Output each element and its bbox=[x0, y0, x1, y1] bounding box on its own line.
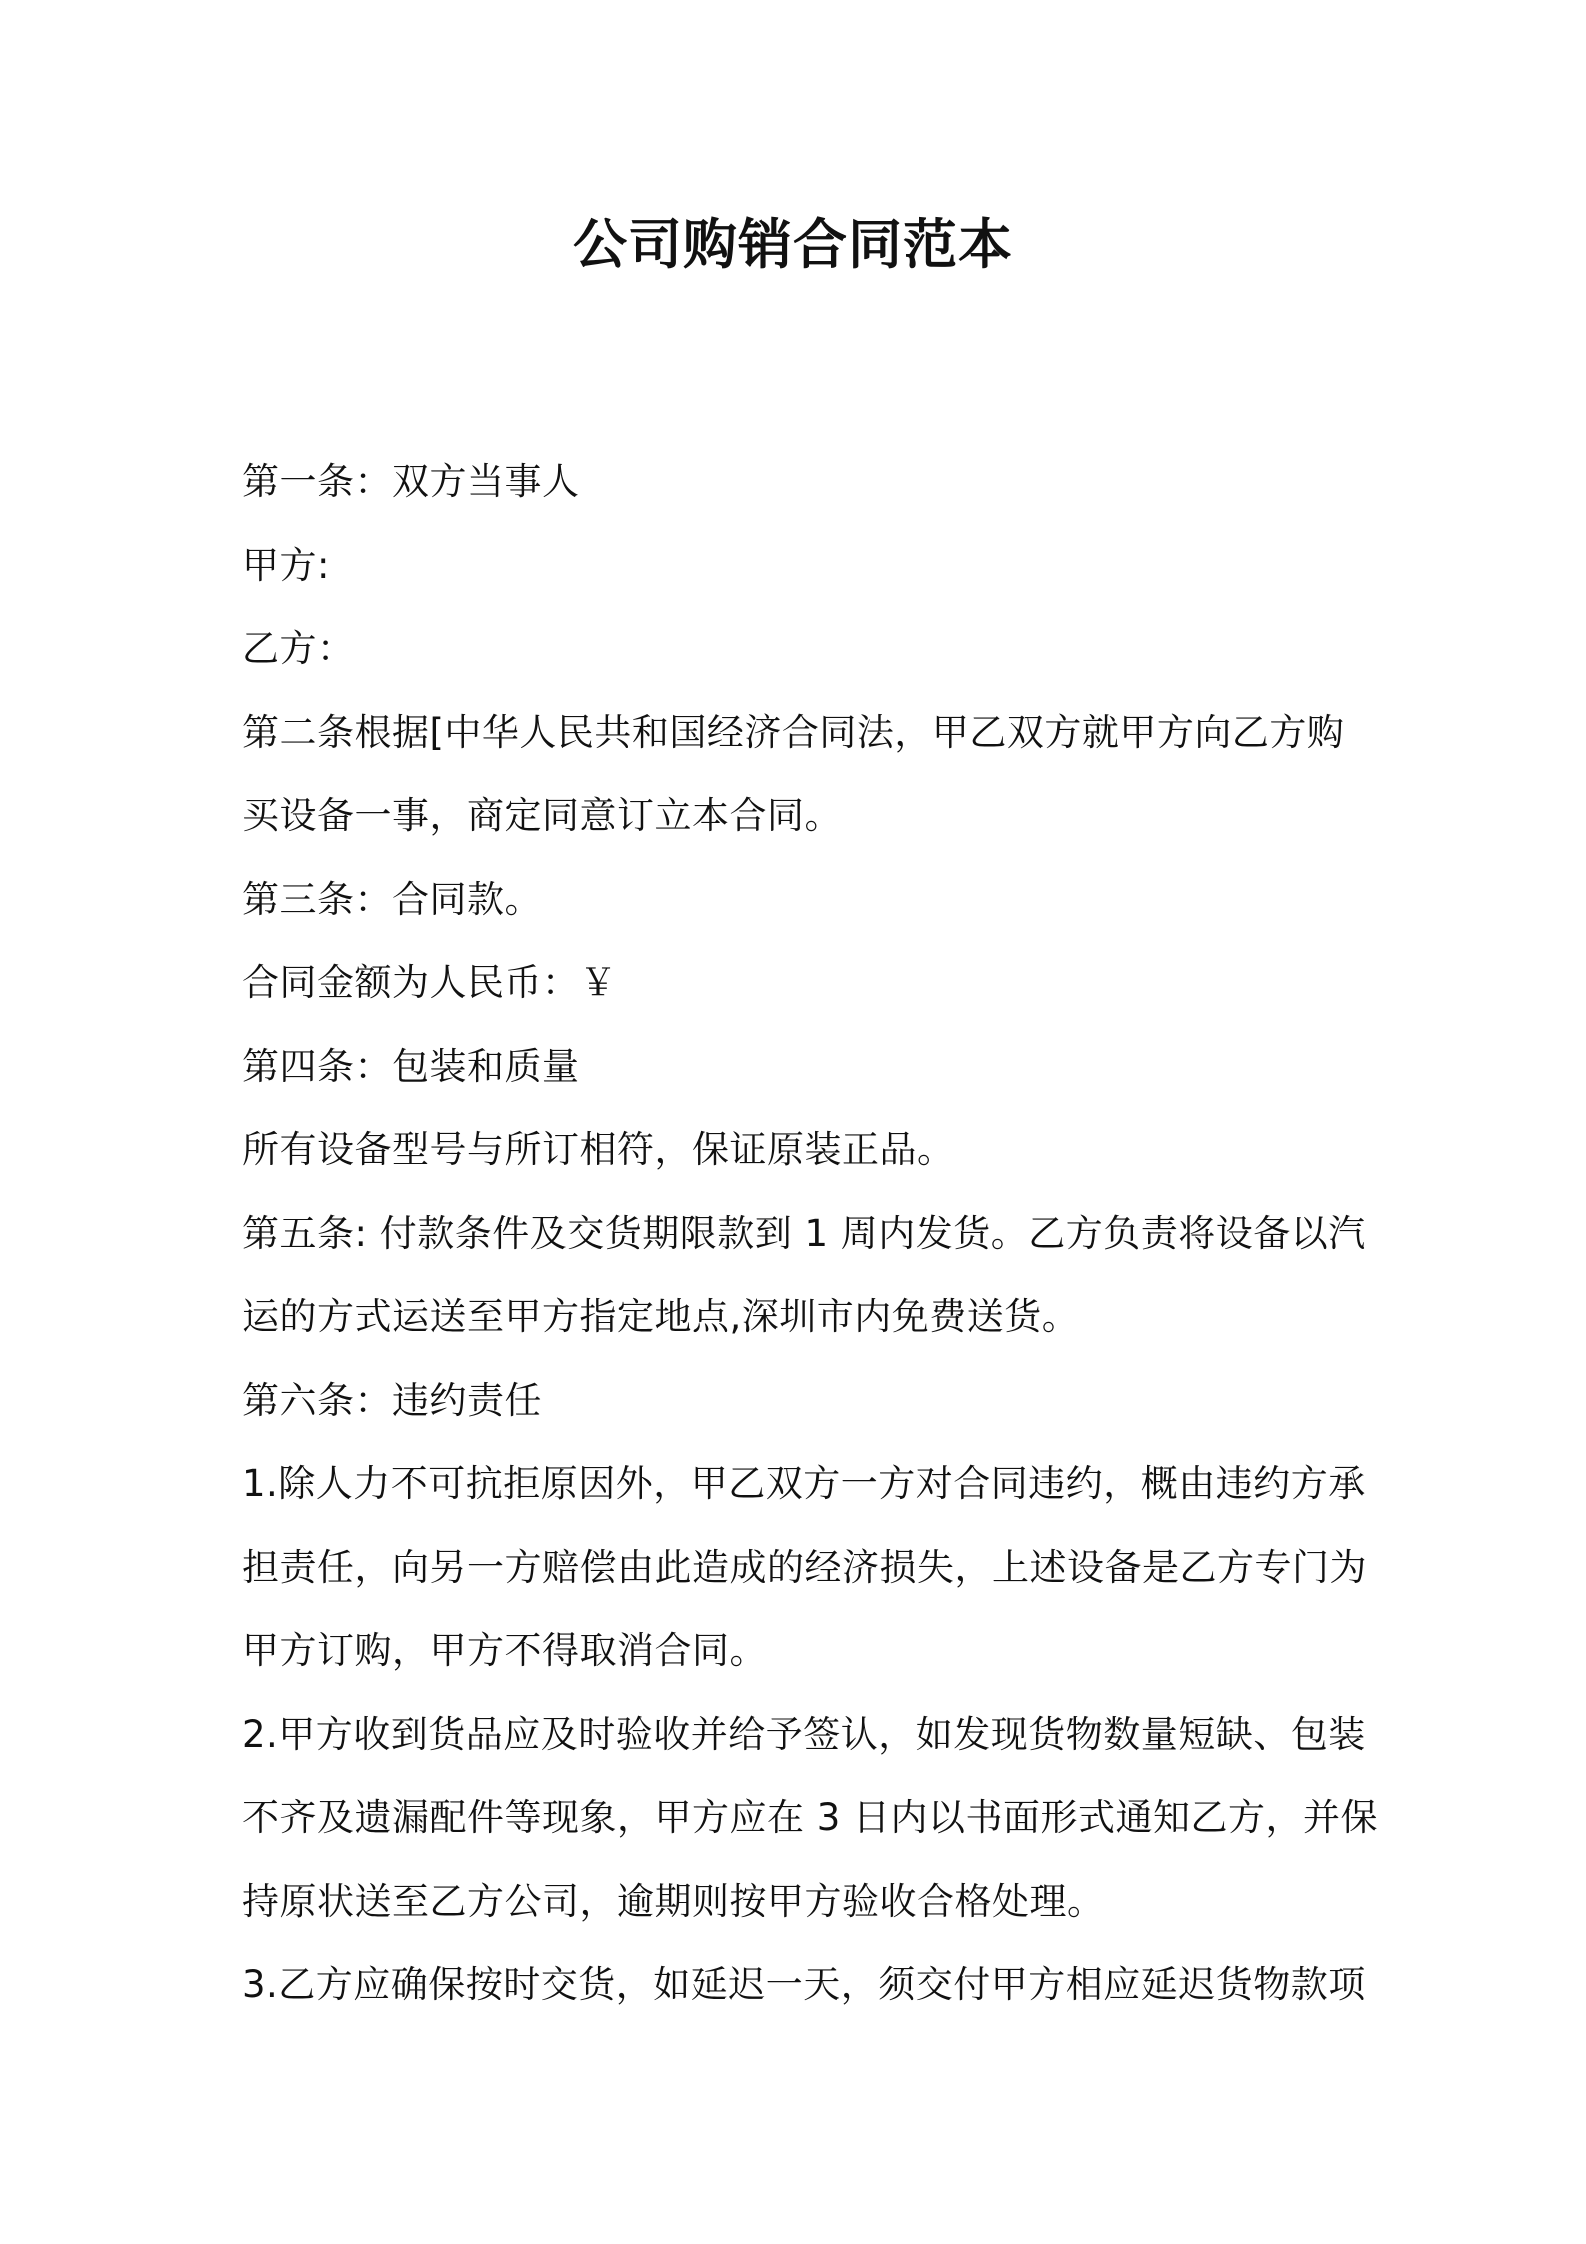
party-b-line: 乙方： bbox=[242, 627, 355, 670]
article-2-line-1: 第二条根据[中华人民共和国经济合同法，甲乙双方就甲方向乙方购 bbox=[242, 710, 1345, 754]
article-4-heading: 第四条：包装和质量 bbox=[242, 1044, 580, 1088]
document-body bbox=[242, 440, 1379, 2027]
clause-1-line-1: 1.除人力不可抗拒原因外，甲乙双方一方对合同违约，概由违约方承 bbox=[242, 1462, 1366, 1505]
article-5-line-2: 运的方式运送至甲方指定地点,深圳市内免费送货。 bbox=[242, 1295, 1080, 1338]
clause-2-line-3: 持原状送至乙方公司，逾期则按甲方验收合格处理。 bbox=[242, 1879, 1105, 1923]
clause-2-line-1: 2.甲方收到货品应及时验收并给予签认，如发现货物数量短缺、包装 bbox=[242, 1712, 1366, 1756]
clause-2-line-2: 不齐及遗漏配件等现象，甲方应在 3 日内以书面形式通知乙方，并保 bbox=[242, 1796, 1379, 1839]
party-a-line: 甲方: bbox=[242, 543, 330, 587]
clause-1-line-2: 担责任，向另一方赔偿由此造成的经济损失，上述设备是乙方专门为 bbox=[242, 1545, 1367, 1589]
article-4-text: 所有设备型号与所订相符，保证原装正品。 bbox=[242, 1128, 955, 1171]
article-1-heading: 第一条：双方当事人 bbox=[242, 460, 580, 503]
contract-amount-line: 合同金额为人民币：￥ bbox=[242, 961, 617, 1004]
article-6-heading: 第六条：违约责任 bbox=[242, 1378, 542, 1422]
article-3-heading: 第三条：合同款。 bbox=[242, 877, 542, 921]
clause-1-line-3: 甲方订购，甲方不得取消合同。 bbox=[242, 1629, 767, 1672]
article-2-line-2: 买设备一事，商定同意订立本合同。 bbox=[242, 794, 842, 837]
document-title: 公司购销合同范本 bbox=[573, 213, 1013, 276]
clause-3-line-1: 3.乙方应确保按时交货，如延迟一天，须交付甲方相应延迟货物款项 bbox=[242, 1963, 1366, 2006]
article-5-line-1: 第五条: 付款条件及交货期限款到 1 周内发货。乙方负责将设备以汽 bbox=[242, 1211, 1366, 1255]
